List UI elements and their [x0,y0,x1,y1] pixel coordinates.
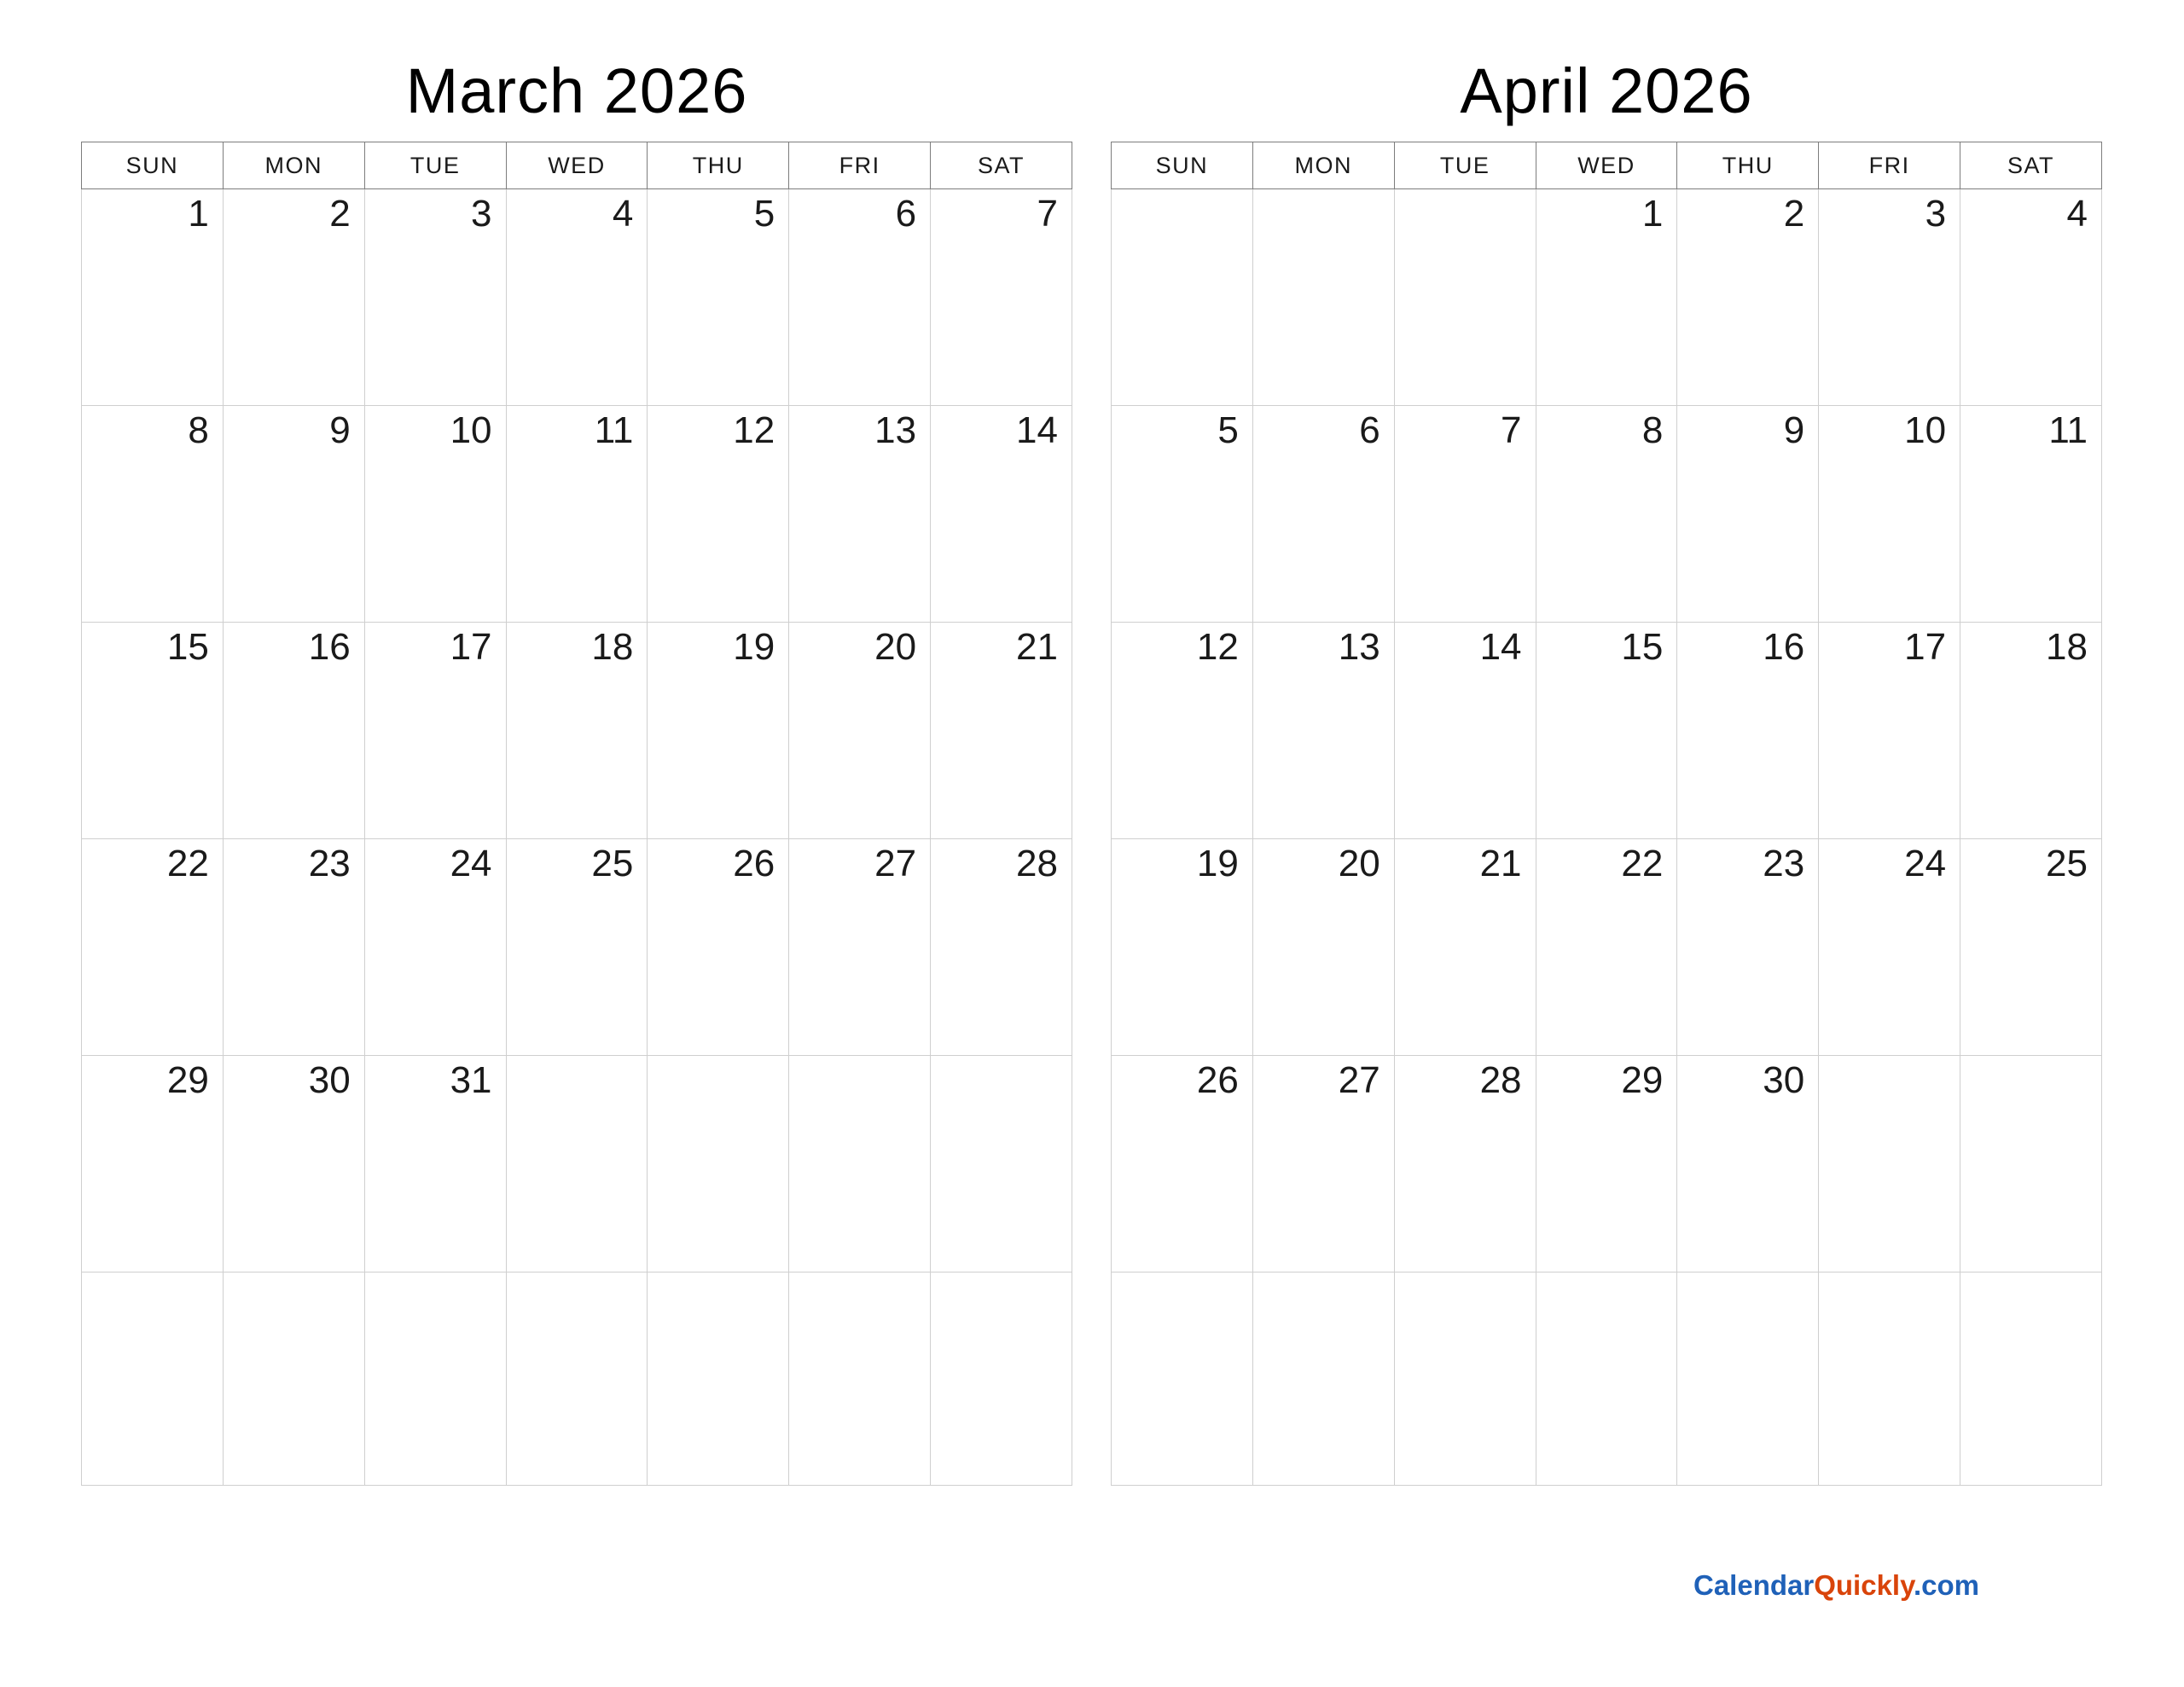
day-cell[interactable]: 13 [1252,623,1394,839]
day-cell[interactable]: 30 [1677,1056,1819,1272]
day-cell[interactable] [648,1056,789,1272]
day-cell[interactable]: 26 [648,839,789,1056]
day-cell[interactable]: 16 [1677,623,1819,839]
month-block-march [81,55,1072,1486]
weekday-header-thu: THU [1677,142,1819,189]
day-cell[interactable]: 22 [1536,839,1677,1056]
month-title-march: March 2026 [405,55,748,126]
calendar-week-row [82,623,1072,839]
day-cell[interactable]: 10 [1819,406,1960,623]
day-cell[interactable]: 5 [1112,406,1253,623]
day-cell[interactable]: 26 [1112,1056,1253,1272]
day-cell[interactable]: 2 [1677,189,1819,406]
calendar-container [81,55,2103,1486]
day-cell[interactable] [506,1056,648,1272]
day-cell[interactable]: 4 [506,189,648,406]
day-cell[interactable]: 10 [364,406,506,623]
calendar-week-row [1112,623,2102,839]
day-cell[interactable]: 31 [364,1056,506,1272]
day-cell[interactable]: 28 [1394,1056,1536,1272]
day-cell[interactable]: 11 [1960,406,2102,623]
day-cell[interactable]: 17 [364,623,506,839]
day-cell[interactable]: 1 [82,189,224,406]
calendar-week-row [82,406,1072,623]
calendar-week-row [1112,1056,2102,1272]
calendar-week-row [82,189,1072,406]
weekday-header-row [82,142,1072,189]
day-cell[interactable] [1960,1272,2102,1486]
day-cell[interactable] [1112,189,1253,406]
calendar-week-row [82,1056,1072,1272]
day-cell[interactable]: 15 [82,623,224,839]
day-cell[interactable] [648,1272,789,1486]
weekday-header-sat: SAT [1960,142,2102,189]
day-cell[interactable]: 28 [931,839,1072,1056]
day-cell[interactable]: 23 [1677,839,1819,1056]
day-cell[interactable]: 29 [82,1056,224,1272]
day-cell[interactable]: 9 [1677,406,1819,623]
day-cell[interactable]: 17 [1819,623,1960,839]
day-cell[interactable]: 19 [1112,839,1253,1056]
day-cell[interactable]: 9 [223,406,364,623]
day-cell[interactable]: 20 [789,623,931,839]
day-cell[interactable] [82,1272,224,1486]
day-cell[interactable] [364,1272,506,1486]
day-cell[interactable]: 29 [1536,1056,1677,1272]
day-cell[interactable] [1960,1056,2102,1272]
weekday-header-sun: SUN [1112,142,1253,189]
weekday-header-tue: TUE [1394,142,1536,189]
day-cell[interactable]: 7 [931,189,1072,406]
site-brand-logo[interactable] [1693,1569,1979,1602]
day-cell[interactable]: 12 [648,406,789,623]
day-cell[interactable] [1112,1272,1253,1486]
day-cell[interactable]: 27 [1252,1056,1394,1272]
weekday-header-mon: MON [1252,142,1394,189]
weekday-header-thu: THU [648,142,789,189]
weekday-header-wed: WED [506,142,648,189]
day-cell[interactable]: 6 [1252,406,1394,623]
day-cell[interactable]: 11 [506,406,648,623]
weekday-header-sat: SAT [931,142,1072,189]
day-cell[interactable]: 8 [82,406,224,623]
day-cell[interactable]: 13 [789,406,931,623]
calendar-week-row [1112,839,2102,1056]
brand-text-calendar: Calendar [1693,1569,1815,1601]
day-cell[interactable] [1394,189,1536,406]
day-cell[interactable]: 15 [1536,623,1677,839]
day-cell[interactable]: 2 [223,189,364,406]
day-cell[interactable]: 21 [931,623,1072,839]
brand-text-quickly: Quickly [1814,1569,1914,1601]
weekday-header-fri: FRI [789,142,931,189]
day-cell[interactable] [1677,1272,1819,1486]
day-cell[interactable]: 14 [931,406,1072,623]
day-cell[interactable]: 16 [223,623,364,839]
calendar-week-row [1112,189,2102,406]
day-cell[interactable] [506,1272,648,1486]
day-cell[interactable] [789,1056,931,1272]
day-cell[interactable]: 4 [1960,189,2102,406]
calendar-week-row [82,839,1072,1056]
weekday-header-mon: MON [223,142,364,189]
calendar-week-row [1112,406,2102,623]
weekday-header-sun: SUN [82,142,224,189]
day-cell[interactable] [1819,1056,1960,1272]
day-cell[interactable]: 3 [1819,189,1960,406]
weekday-header-wed: WED [1536,142,1677,189]
day-cell[interactable]: 30 [223,1056,364,1272]
day-cell[interactable] [789,1272,931,1486]
day-cell[interactable]: 24 [1819,839,1960,1056]
day-cell[interactable]: 12 [1112,623,1253,839]
day-cell[interactable]: 8 [1536,406,1677,623]
day-cell[interactable] [1394,1272,1536,1486]
day-cell[interactable]: 1 [1536,189,1677,406]
day-cell[interactable]: 23 [223,839,364,1056]
day-cell[interactable] [931,1056,1072,1272]
calendar-week-row [82,1272,1072,1486]
weekday-header-row [1112,142,2102,189]
day-cell[interactable] [931,1272,1072,1486]
day-cell[interactable]: 27 [789,839,931,1056]
day-cell[interactable] [1252,1272,1394,1486]
day-cell[interactable]: 22 [82,839,224,1056]
month-block-april [1111,55,2102,1486]
day-cell[interactable]: 19 [648,623,789,839]
day-cell[interactable] [1819,1272,1960,1486]
month-title-april: April 2026 [1460,55,1753,126]
weekday-header-fri: FRI [1819,142,1960,189]
day-cell[interactable]: 5 [648,189,789,406]
brand-text-dotcom: .com [1914,1569,1980,1601]
weekday-header-tue: TUE [364,142,506,189]
day-cell[interactable] [1536,1272,1677,1486]
calendar-week-row [1112,1272,2102,1486]
day-cell[interactable]: 24 [364,839,506,1056]
day-cell[interactable]: 21 [1394,839,1536,1056]
calendar-table-march [81,142,1072,1486]
day-cell[interactable]: 14 [1394,623,1536,839]
day-cell[interactable]: 20 [1252,839,1394,1056]
day-cell[interactable]: 6 [789,189,931,406]
day-cell[interactable]: 25 [1960,839,2102,1056]
calendar-table-april [1111,142,2102,1486]
day-cell[interactable] [223,1272,364,1486]
day-cell[interactable]: 18 [506,623,648,839]
day-cell[interactable]: 18 [1960,623,2102,839]
day-cell[interactable]: 3 [364,189,506,406]
day-cell[interactable]: 25 [506,839,648,1056]
day-cell[interactable] [1252,189,1394,406]
day-cell[interactable]: 7 [1394,406,1536,623]
